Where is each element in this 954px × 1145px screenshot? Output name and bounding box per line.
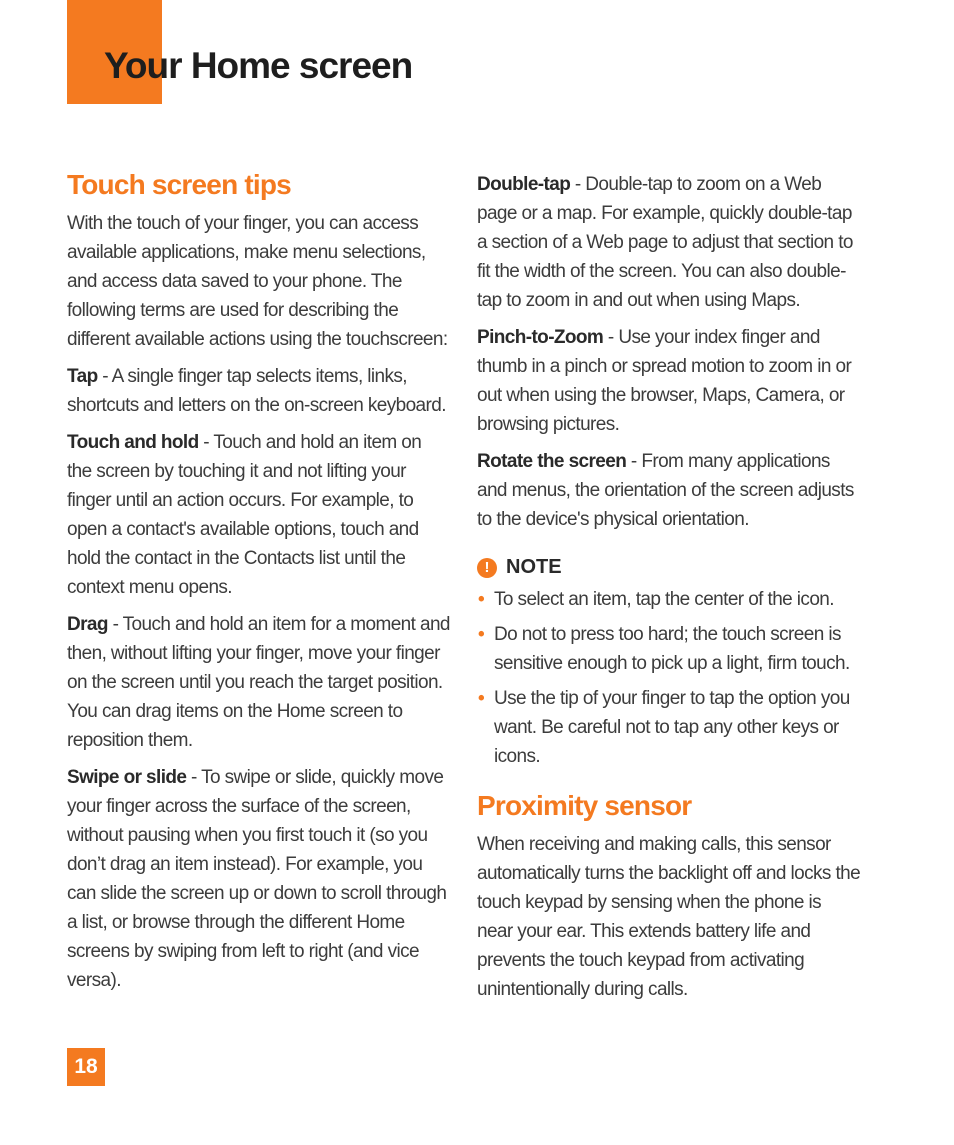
note-text: Do not to press too hard; the touch screen is sensitive enough to pick up a light, firm touch. [494, 624, 850, 674]
proximity-text: When receiving and making calls, this sensor automatically turns the backlight off and locks the touch keypad by sensing when the phone is near your ear. This extends battery life and prevents the touch keypad from activating unintentionally during calls. [477, 833, 861, 1000]
right-column [477, 170, 861, 1012]
term-description: - Touch and hold an item on the screen by touching it and not lifting your finger until an action occurs. For example, to open a contact's available options, touch and hold the contact in the Contacts list until the context menu opens. [67, 431, 422, 598]
term-description: - Double-tap to zoom on a Web page or a map. For example, quickly double-tap a section of a Web page to adjust that section to fit the width of the screen. You can also double-tap to zoom in and out when using Maps. [477, 174, 853, 311]
term-label: Double-tap [477, 174, 571, 195]
term-label: Rotate the screen [477, 451, 627, 472]
term-label: Swipe or slide [67, 766, 187, 788]
term-pinch-to-zoom [477, 323, 861, 439]
touch-tips-intro: With the touch of your finger, you can access available applications, make menu selections, and access data saved to your phone. The following terms are used for describing the different available actions using the touchscreen: [67, 212, 448, 350]
proximity-heading: Proximity sensor [477, 790, 692, 821]
list-item [477, 684, 861, 771]
term-tap [67, 362, 450, 420]
exclamation-icon: ! [477, 558, 497, 578]
term-label: Tap [67, 365, 98, 387]
left-column [67, 170, 450, 1003]
bullet-icon: • [478, 624, 485, 645]
list-item [477, 585, 861, 614]
bullet-icon: • [478, 589, 485, 610]
term-label: Touch and hold [67, 431, 199, 453]
note-heading [477, 556, 861, 579]
term-description: - Touch and hold an item for a moment and then, without lifting your finger, move your finger on the screen until you reach the target position. You can drag items on the Home screen to reposition them. [67, 613, 450, 751]
term-description: - From many applications and menus, the orientation of the screen adjusts to the device's physical orientation. [477, 451, 854, 530]
term-description: - Use your index finger and thumb in a pinch or spread motion to zoom in or out when using the browser, Maps, Camera, or browsing pictures. [477, 327, 852, 435]
note-text: Use the tip of your finger to tap the option you want. Be careful not to tap any other keys or icons. [494, 688, 850, 767]
term-label: Drag [67, 613, 108, 635]
note-label: NOTE [506, 556, 562, 578]
touch-tips-heading: Touch screen tips [67, 169, 291, 200]
term-label: Pinch-to-Zoom [477, 327, 604, 348]
term-touch-and-hold [67, 428, 450, 602]
term-drag [67, 610, 450, 755]
term-description: - To swipe or slide, quickly move your finger across the surface of the screen, without pausing when you first touch it (so you don’t drag an item instead). For example, you can slide the screen up or down to scroll through a list, or browse through the different Home screens by swiping from left to right (and vice versa). [67, 766, 447, 991]
term-rotate-the-screen [477, 447, 861, 534]
page-number: 18 [67, 1048, 105, 1086]
bullet-icon: • [478, 688, 485, 709]
note-text: To select an item, tap the center of the icon. [494, 589, 834, 610]
note-list [477, 585, 861, 771]
term-double-tap [477, 170, 861, 315]
page-title: Your Home screen [104, 45, 413, 86]
list-item [477, 620, 861, 678]
term-swipe-or-slide [67, 763, 450, 995]
term-description: - A single finger tap selects items, links, shortcuts and letters on the on-screen keyboard. [67, 365, 446, 416]
